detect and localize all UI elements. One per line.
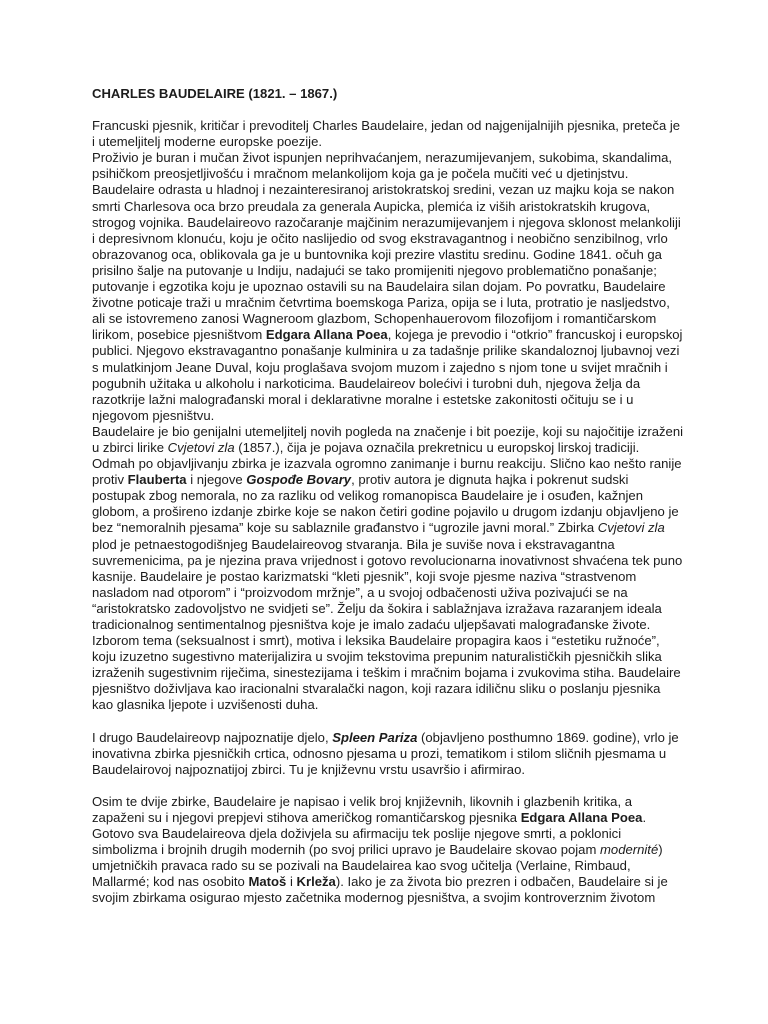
text-segment: Francuski pjesnik, kritičar i prevoditelj Charles Baudelaire, jedan od najgenijalnijih pjesnika, preteča je i utemeljitelj moderne europske poezije. bbox=[92, 118, 681, 150]
text-segment: i bbox=[286, 874, 297, 890]
text-segment: , protiv autora je dignuta hajka i pokrenut sudski postupak zbog nemorala, no za razliku od velikog romanopisca Baudelaire je i osuđen, kažnjen globom, a prošireno izdanje zbirke koje se nakon četiri godine pojavilo u drugom izdanju objavljeno je bez “nemoralnih pjesama” koje su sablaznile građanstvo i “ugrozile javni moral.” Zbirka bbox=[92, 472, 679, 536]
paragraph bbox=[92, 794, 684, 907]
text-segment: (objavljeno posthumno 1869. godine), vrlo je inovativna zbirka pjesničkih crtica, odnosno pjesama u prozi, tematikom i stilom sličnih pjesmama u Baudelairovoj najpoznatijoj zbirci. Tu je književnu vrstu usavršio i afirmirao. bbox=[92, 729, 679, 777]
emphasized-name: Spleen Pariza bbox=[332, 729, 418, 745]
paragraph bbox=[92, 150, 684, 424]
document-body bbox=[92, 118, 684, 906]
text-segment: , kojega je prevodio i “otkrio” francuskoj i europskoj publici. Njegovo ekstravagantno ponašanje kulminira u za tadašnje prilike skandaloznoj ljubavnoj vezi s mulatkinjom Jeane Duval, koju proglašava svojom muzom i zajedno s njom tone u svijet mračnih i pogubnih užitaka u alkoholu i narkoticima. Baudelaireov bolećivi i turobni duh, njegova želja da razotkrije lažni malograđanski moral i deklarativne moralne i estetske zakonitosti očituju se i u njegovom pjesništvu. bbox=[92, 327, 683, 423]
paragraph-spacer bbox=[92, 714, 684, 730]
text-segment: plod je petnaestogodišnjeg Baudelaireovog stvaranja. Bila je suviše nova i ekstravagantna suvremenicima, pa je njezina prava vrijednost i gotovo revolucionarna inovativnost shvaćena tek puno kasnije. Baudelaire je postao karizmatski “kleti pjesnik”, koji svoje pjesme naziva “strastvenom nasladom nad otporom” i “proizvodom mržnje”, a u svojoj odbačenosti uživa pozivajući se na “aristokratsko zadovoljstvo ne svidjeti se”. Želju da šokira i sablažnjava izražava razaranjem ideala tradicionalnog sentimentalnog pjesništva koje je imalo zadaću uljepšavati malograđanske živote. Izborom tema (seksualnost i smrt), motiva i leksika Baudelaire propagira kaos i “estetiku ružnoće”, koju izuzetno sugestivno materijalizira u svojim tekstovima prepunim naturalističkih pjesničkih slika izraženih sugestivnim riječima, sinestezijama i teškim i mračnim bojama i zvukovima stiha. Baudelaire pjesništvo doživljava kao iracionalni stvaralački nagon, koji razara idiličnu sliku o poslanju pjesnika kao glasnika ljepote i uzvišenosti duha. bbox=[92, 536, 683, 713]
text-segment: I drugo Baudelaireovp najpoznatije djelo, bbox=[92, 729, 333, 745]
paragraph-spacer bbox=[92, 778, 684, 794]
paragraph bbox=[92, 730, 684, 778]
emphasized-name: Flauberta bbox=[127, 472, 187, 488]
text-segment: Osim te dvije zbirke, Baudelaire je napisao i velik broj književnih, likovnih i glazbenih kritika, a zapaženi su i njegovi prepjevi stihova američkog romantičarskog pjesnika bbox=[92, 793, 633, 825]
document-page bbox=[92, 86, 684, 907]
document-title: CHARLES BAUDELAIRE (1821. – 1867.) bbox=[92, 86, 338, 101]
emphasized-name: Matoš bbox=[248, 874, 287, 890]
paragraph bbox=[92, 118, 684, 150]
text-segment: Baudelaire je bio genijalni utemeljitelj novih pogleda na značenje i bit poezije, koji su najočitije izraženi u zbirci lirike bbox=[92, 423, 684, 455]
emphasized-name: Edgara Allana Poea bbox=[265, 327, 388, 343]
paragraph bbox=[92, 424, 684, 714]
text-segment: i njegove bbox=[186, 472, 247, 488]
text-segment: ). Iako je za života bio prezren i odbačen, Baudelaire si je svojim zbirkama osigurao mjesto začetnika modernog pjesništva, a svojim kontroverznim životom bbox=[92, 874, 668, 906]
emphasized-name: Krleža bbox=[296, 874, 336, 890]
text-segment: . Gotovo sva Baudelaireova djela doživjela su afirmaciju tek poslije njegove smrti, a poklonici simbolizma i brojnih drugih modernih (po svoj prilici upravo je Baudelaire skovao pojam bbox=[92, 809, 647, 858]
text-segment: ) umjetničkih pravaca rado su se pozivali na Baudelairea kao svog učitelja (Verlaine, Rimbaud, Mallarmé; kod nas osobito bbox=[92, 842, 663, 890]
text-segment: Proživio je buran i mučan život ispunjen neprihvaćanjem, nerazumijevanjem, sukobima, skandalima, psihičkom preosjetljivošću i mračnom melankolijom koja ga je počela mučiti već u djetinjstvu. Baudelaire odrasta u hladnoj i nezainteresiranoj aristokratskoj sredini, vezan uz majku koja se nakon smrti Charlesova oca brzo preudala za generala Aupicka, plemića iz viših aristokratskih krugova, strogog vojnika. Baudelaireovo razočaranje majčinim nerazumijevanjem i njegova sklonost melankoliji i depresivnom klonuću, koju je očito naslijedio od svog ekstravagantnog i neobično senzibilnog, vrlo obrazovanog oca, oblikovala ga je u buntovnika koji prezire vlastitu sredinu. Godine 1841. očuh ga prisilno šalje na putovanje u Indiju, nadajući se tako promijeniti njegovo problematično ponašanje; putovanje i egzotika koju je upoznao ostavili su na Baudelaira silan dojam. Po povratku, Baudelaire životne poticaje traži u mračnim četvrtima boemskoga Pariza, opija se i luta, protratio je nasljedstvo, ali se istovremeno zanosi Wagneroom glazbom, Schopenhauerovom filozofijom i romantičarskom lirikom, posebice pjesništvom bbox=[92, 150, 681, 343]
emphasized-name: Edgara Allana Poea bbox=[520, 809, 643, 825]
italic-title: modernité bbox=[600, 842, 659, 858]
text-segment: (1857.), čija je pojava označila prekretnicu u europskoj lirskoj tradiciji. Odmah po objavljivanju zbirka je izazvala ogromno zanimanje i burnu reakciju. Slično kao nešto ranije protiv bbox=[92, 439, 682, 488]
italic-title: Cvjetovi zla bbox=[597, 520, 665, 536]
emphasized-name: Gospođe Bovary bbox=[246, 472, 352, 488]
italic-title: Cvjetovi zla bbox=[167, 439, 235, 455]
